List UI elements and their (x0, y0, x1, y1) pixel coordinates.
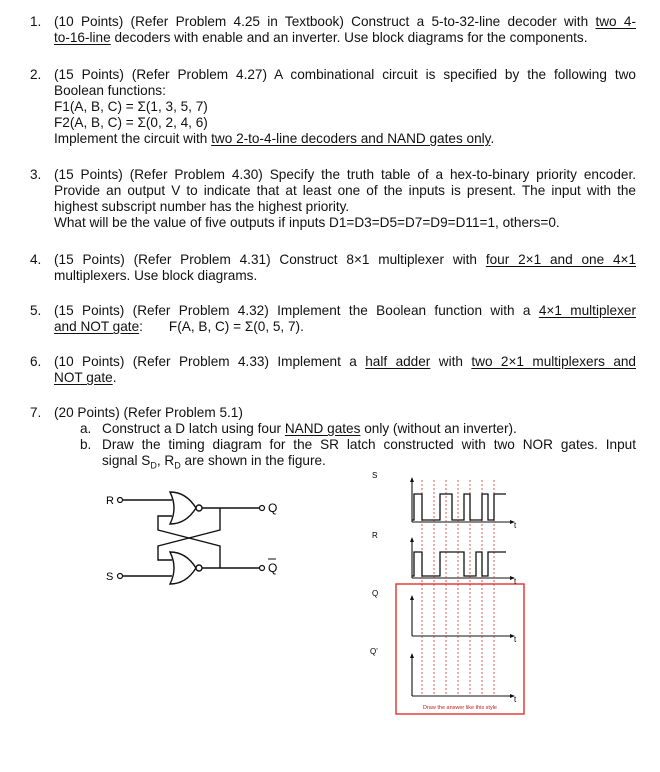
problem-text: signal $S_D$, $R_D$ are shown in the figure. (102, 453, 326, 471)
time-grid (422, 480, 494, 696)
problem-text: only (without an inverter). (360, 421, 517, 436)
underlined-text: and NOT gate (54, 319, 140, 334)
timing-diagram (364, 466, 534, 720)
function-f2: F2(A, B, C) = Σ(0, 2, 4, 6) (54, 115, 208, 130)
sr-latch-diagram (100, 482, 290, 602)
function-f1: F1(A, B, C) = Σ(1, 3, 5, 7) (54, 99, 208, 114)
problem-text: . (112, 370, 117, 385)
nor-gate-top (170, 492, 196, 524)
input-r-label: R (106, 495, 114, 507)
underlined-text: to-16-line (54, 30, 111, 45)
signal-label-qprime: Q' (370, 647, 378, 656)
subpart-letter: b. (80, 437, 92, 452)
problem-number: 4. (30, 252, 42, 267)
inversion-bubble (196, 565, 202, 571)
underlined-text: NAND gates (284, 421, 361, 436)
problem-number: 2. (30, 67, 42, 82)
time-label: t (514, 695, 517, 704)
underlined-text: 4×1 multiplexer (538, 303, 637, 318)
problem-text: with (430, 354, 472, 369)
problem-text: Construct a D latch using four (102, 421, 285, 436)
problem-text: (15 Points) (Refer Problem 4.30) Specify the truth table of a hex-to-binary priority encoder. (54, 167, 636, 182)
problem-text: decoders with enable and an inverter. Use block diagrams for the components. (110, 30, 588, 45)
answer-box (396, 584, 524, 714)
inversion-bubble (196, 505, 202, 511)
problem-text: (15 Points) (Refer Problem 4.32) Implement the Boolean function with a (54, 303, 539, 318)
problem-number: 1. (30, 14, 42, 29)
output-q-label: Q (268, 501, 278, 515)
problem-number: 5. (30, 303, 42, 318)
problem-text: (15 Points) (Refer Problem 4.27) A combinational circuit is specified by the following two (54, 67, 636, 82)
problem-text: Implement the circuit with (54, 131, 212, 146)
underlined-text: two 2-to-4-line decoders and NAND gates only (211, 131, 491, 146)
input-s-label: S (106, 571, 114, 583)
problem-text: (10 Points) (Refer Problem 4.33) Implement a (54, 354, 366, 369)
waveform-r (412, 552, 506, 576)
problem-7 (0, 405, 660, 471)
problem-text: : (139, 319, 143, 334)
underlined-text: two 4- (595, 14, 636, 29)
underlined-text: four 2×1 and one 4×1 (485, 252, 637, 267)
problem-number: 6. (30, 354, 42, 369)
underlined-text: two 2×1 multiplexers and (471, 354, 636, 369)
signal-label-s: S (372, 471, 378, 480)
problem-text: Provide an output V to indicate that at least one of the inputs is present. The input with the (54, 183, 636, 198)
waveform-s (412, 494, 506, 520)
output-qbar-label: Q (268, 561, 278, 575)
function-f: F(A, B, C) = Σ(0, 5, 7). (168, 319, 304, 334)
problem-text: . (490, 131, 495, 146)
underlined-text: NOT gate (54, 370, 113, 385)
problem-text: (15 Points) (Refer Problem 4.31) Construct 8×1 multiplexer with (54, 252, 486, 267)
underlined-text: half adder (365, 354, 431, 369)
problem-text: (20 Points) (Refer Problem 5.1) (54, 405, 243, 420)
problem-text: Draw the timing diagram for the SR latch constructed with two NOR gates. Input (102, 437, 636, 452)
time-label: t (514, 521, 517, 530)
problem-number: 7. (30, 405, 42, 420)
time-label: t (514, 577, 517, 586)
answer-caption: Draw the answer like this style (423, 705, 497, 711)
problem-text: What will be the value of five outputs if inputs D1=D3=D5=D7=D9=D11=1, others=0. (54, 215, 560, 230)
signal-label-q: Q (372, 589, 379, 598)
nor-gate-bottom (170, 552, 196, 584)
problem-text: highest subscript number has the highest priority. (54, 199, 350, 214)
time-label: t (514, 635, 517, 644)
problem-text: (10 Points) (Refer Problem 4.25 in Textbook) Construct a 5-to-32-line decoder with (54, 14, 596, 29)
subpart-letter: a. (80, 421, 92, 436)
problem-number: 3. (30, 167, 42, 182)
problem-text: multiplexers. Use block diagrams. (54, 268, 258, 283)
problem-text: Boolean functions: (54, 83, 166, 98)
signal-label-r: R (372, 531, 378, 540)
